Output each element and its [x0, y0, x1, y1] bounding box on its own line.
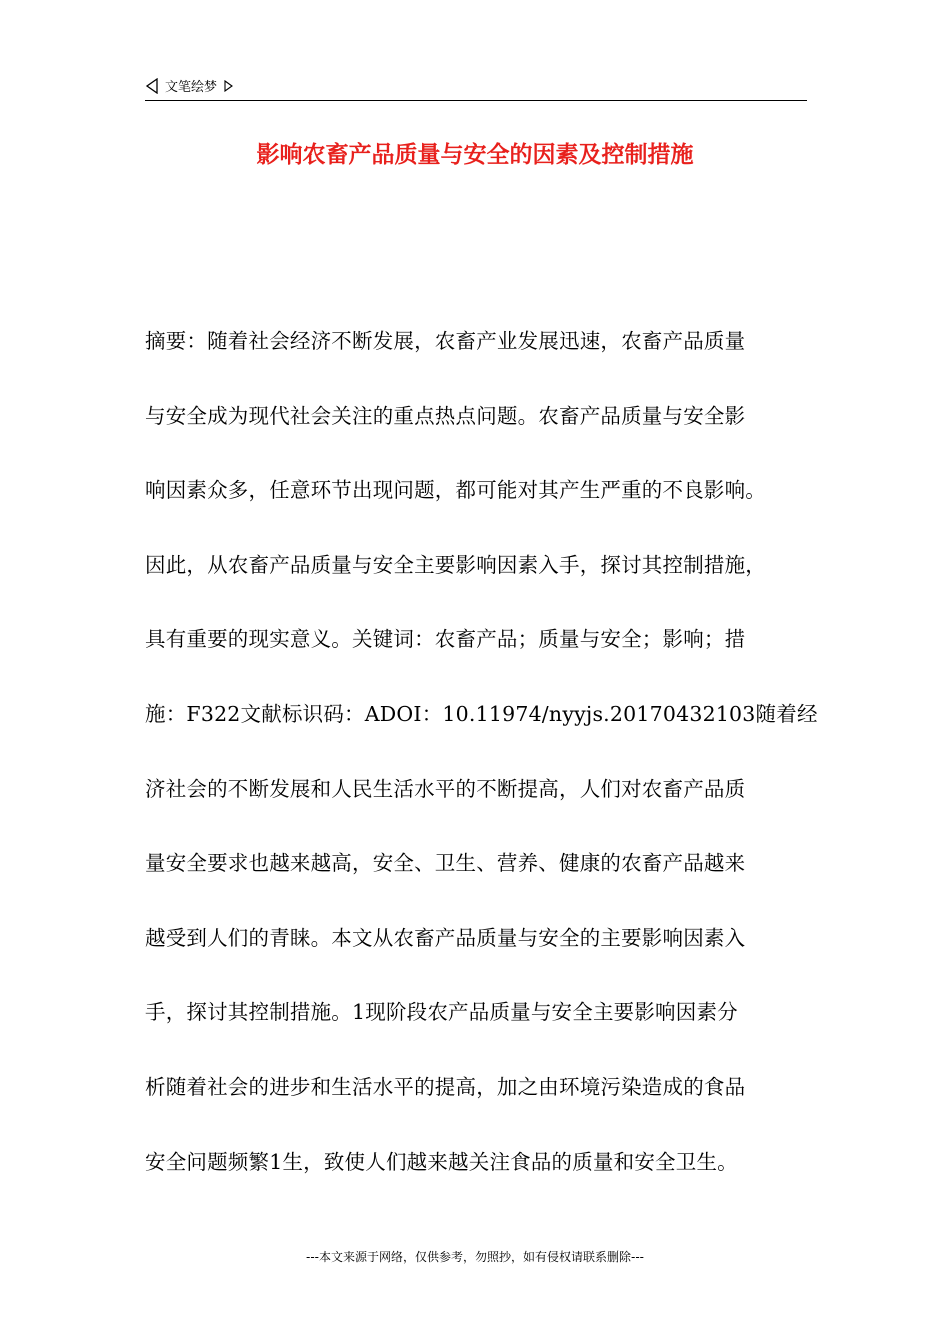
text-line: 响因素众多，任意环节出现问题，都可能对其产生严重的不良影响。 [145, 478, 766, 503]
text-line: 与安全成为现代社会关注的重点热点问题。农畜产品质量与安全影 [145, 403, 746, 428]
brand [145, 76, 233, 95]
text-line: 具有重要的现实意义。关键词：农畜产品；质量与安全；影响；措 [145, 627, 746, 652]
text-line: 越受到人们的青睐。本文从农畜产品质量与安全的主要影响因素入 [145, 925, 746, 950]
document-title: 影响农畜产品质量与安全的因素及控制措施 [256, 142, 694, 168]
triangle-left-icon [145, 78, 159, 94]
text-line: 安全问题频繁1生，致使人们越来越关注食品的质量和安全卫生。 [145, 1149, 738, 1174]
text-line: 施：F322文献标识码：ADOI：10.11974/nyyjs.20170432103随着经 [145, 701, 818, 726]
brand-name: 文笔绘梦 [165, 80, 218, 95]
text-line: 析随着社会的进步和生活水平的提高，加之由环境污染造成的食品 [145, 1074, 746, 1099]
body-text [145, 322, 818, 1217]
text-line: 摘要：随着社会经济不断发展，农畜产业发展迅速，农畜产品质量 [145, 329, 746, 353]
text-line: 量安全要求也越来越高，安全、卫生、营养、健康的农畜产品越来 [145, 851, 746, 876]
footer-disclaimer: ---本文来源于网络，仅供参考，勿照抄，如有侵权请联系删除--- [306, 1250, 644, 1264]
text-line: 因此，从农畜产品质量与安全主要影响因素入手，探讨其控制措施， [145, 552, 766, 577]
text-line: 济社会的不断发展和人民生活水平的不断提高，人们对农畜产品质 [145, 776, 746, 801]
text-line: 手，探讨其控制措施。1现阶段农产品质量与安全主要影响因素分 [145, 1000, 738, 1025]
triangle-right-icon [223, 80, 233, 92]
page-header [145, 74, 807, 101]
